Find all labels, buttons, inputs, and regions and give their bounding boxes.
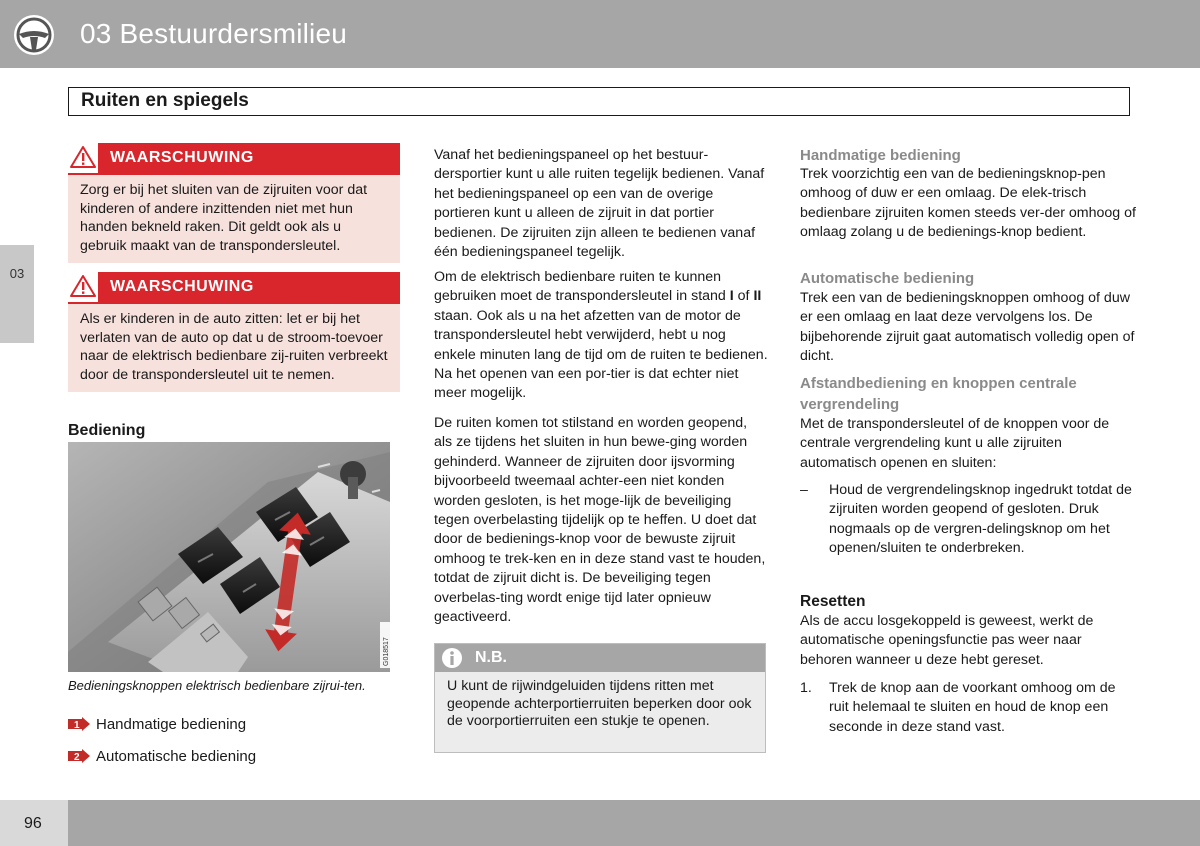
svg-text:2: 2 (74, 752, 80, 763)
list-dash: – (800, 482, 808, 498)
legend-label: Handmatige bediening (96, 716, 247, 733)
warning-box (68, 272, 400, 392)
info-icon (441, 647, 463, 669)
figure-caption: Bedieningsknoppen elektrisch bedienbare zijrui-ten. (68, 678, 366, 693)
subheading: Automatische bediening (800, 270, 975, 287)
body-paragraph: Met de transpondersleutel of de knoppen voor de centrale vergrendeling kunt u alle zijruiten automatisch openen en sluiten: (800, 416, 1110, 471)
subheading: Afstandbediening en knoppen centrale vergrendeling (800, 375, 1077, 413)
subheading: Resetten (800, 593, 866, 610)
warning-triangle-icon (70, 145, 96, 169)
body-paragraph: Trek voorzichtig een van de bedieningsknop-pen omhoog of duw er een omlaag. De elek-trisch bedienbare zijruiten komen steeds ver-der omhoog of omlaag zolang u de bedienings-knop bedient. (800, 166, 1136, 241)
legend-label: Automatische bediening (96, 748, 257, 765)
legend-item (68, 716, 246, 733)
list-item: Houd de vergrendelingsknop ingedrukt totdat de zijruiten worden geopend of gesloten. Druk nogmaals op de vergren-delingsknop om het openen/sluiten te onderbreken. (829, 482, 1132, 557)
figure-code: G018517 (383, 637, 390, 666)
section-title-box (68, 87, 1130, 116)
note-text: U kunt de rijwindgeluiden tijdens ritten met geopende achterportierruiten beperken door ook de voorportierruiten een stukje te openen. (447, 678, 752, 729)
arrow-badge-2-icon (68, 749, 90, 763)
subsection-heading: Bediening (68, 422, 146, 439)
chapter-title: 03 Bestuurdersmilieu (80, 18, 348, 49)
body-paragraph: Trek een van de bedieningsknoppen omhoog of duw er een omlaag en laat deze vervolgens los. De bijbehorende zijruit gaat automatisch volledig open of dicht. (800, 290, 1135, 365)
body-paragraph: De ruiten komen tot stilstand en worden geopend, als ze tijdens het sluiten in hun bewe-ging worden gehinderd. Wanneer de zijruiten door ijsvorming bijvoorbeeld tweemaal achter-een niet konden worden gesloten, is het moge-lijk de beveiliging tegen overbelasting tijdelijk op te heffen. U doet dat door de bedienings-knop voor de bewuste zijruit omhoog te trek-ken en in deze stand vast te houden, totdat de zijruit dicht is. De beveiliging tegen overbelas-ting wordt enige tijd later opnieuw geactiveerd. (434, 415, 766, 626)
warning-header (68, 143, 400, 175)
body-paragraph: Als de accu losgekoppeld is geweest, werkt de automatische openingsfunctie pas weer naar behoren wanneer u deze hebt gereset. (800, 613, 1094, 668)
chapter-tab (0, 245, 34, 343)
warning-header (68, 272, 400, 304)
section-title: Ruiten en spiegels (81, 90, 249, 111)
step-number: 1. (800, 680, 812, 696)
note-header (435, 644, 765, 672)
chapter-tab-label: 03 (9, 266, 25, 281)
footer-bar (68, 800, 1200, 846)
warning-text: Zorg er bij het sluiten van de zijruiten voor dat kinderen of andere inzittenden niet met hun handen bekneld raken. Dit geldt ook als u gebruik maakt van de transpondersleutel. (80, 182, 368, 254)
window-switch-photo (68, 442, 390, 672)
warning-box (68, 143, 400, 263)
note-box (434, 643, 766, 753)
warning-triangle-icon (70, 274, 96, 298)
page-number: 96 (24, 815, 42, 832)
legend-item (68, 748, 256, 765)
svg-text:1: 1 (74, 720, 80, 731)
note-title: N.B. (475, 649, 507, 666)
step-text: Trek de knop aan de voorkant omhoog om de ruit helemaal te sluiten en houd de knop een seconde in deze stand vast. (829, 680, 1116, 735)
warning-title: WAARSCHUWING (110, 278, 254, 295)
subheading: Handmatige bediening (800, 147, 961, 164)
steering-wheel-icon (12, 13, 56, 57)
body-paragraph: Om de elektrisch bedienbare ruiten te kunnen gebruiken moet de transpondersleutel in stand I of II staan. Ook als u na het afzetten van de motor de transpondersleutel hebt verwijderd, hebt u nog enkele minuten lang de tijd om de ruiten te bedienen. Na het openen van een por-tier is dat echter niet meer mogelijk. (434, 269, 768, 402)
window-switch-illustration (68, 442, 390, 672)
arrow-badge-1-icon (68, 717, 90, 731)
warning-title: WAARSCHUWING (110, 149, 254, 166)
body-paragraph: Vanaf het bedieningspaneel op het bestuur-dersportier kunt u alle ruiten tegelijk bedienen. Vanaf het bedieningspaneel op een van de overige portieren kunt u alleen de zijruit in dat portier bedienen. De zijruiten zijn alleen te bedienen vanaf één bedieningspaneel tegelijk. (434, 147, 765, 261)
warning-text: Als er kinderen in de auto zitten: let er bij het verlaten van de auto op dat u de stroom-toevoer naar de elektrisch bedienbare zij-ruiten verbreekt door de transpondersleutel uit te nemen. (80, 311, 388, 383)
